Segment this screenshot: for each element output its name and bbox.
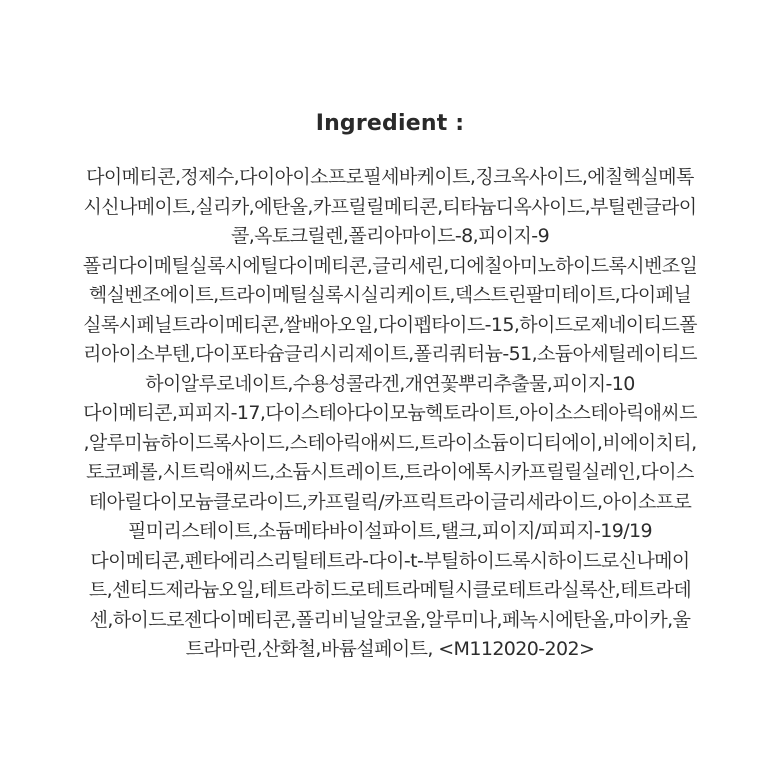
ingredient-line-12: 테아릴다이모늄클로라이드,카프릴릭/카프릭트라이글리세라이드,아이소프로 (88, 490, 692, 513)
ingredient-line-5: 헥실벤조에이트,트라이메틸실록시실리케이트,덱스트린팔미테이트,다이페닐 (88, 284, 692, 306)
ingredient-list (30, 163, 750, 665)
ingredient-title: Ingredient : (315, 111, 465, 136)
ingredient-line-8: 하이알루로네이트,수용성콜라겐,개연꽃뿌리추출물,피이지-10 (145, 372, 635, 395)
ingredient-line-10: ,알루미늄하이드록사이드,스테아릭애씨드,트라이소듐이디티에이,비에이치티, (83, 431, 697, 454)
ingredient-line-6: 실록시페닐트라이메티콘,쌀배아오일,다이펩타이드-15,하이드로제네이티드폴 (83, 313, 697, 336)
ingredient-line-16: 센,하이드로젠다이메티콘,폴리비닐알코올,알루미나,페녹시에탄올,마이카,울 (89, 608, 691, 631)
ingredient-line-7: 리아이소부텐,다이포타슘글리시리제이트,폴리쿼터늄-51,소듐아세틸레이티드 (83, 343, 697, 365)
ingredient-line-2: 시신나메이트,실리카,에탄올,카프릴릴메티콘,티타늄디옥사이드,부틸렌글라이 (83, 195, 697, 218)
ingredient-line-3: 콜,옥토크릴렌,폴리아마이드-8,피이지-9 (230, 225, 550, 247)
ingredient-line-13: 필미리스테이트,소듐메타바이설파이트,탤크,피이지/피피지-19/19 (128, 520, 652, 542)
ingredient-line-4: 폴리다이메틸실록시에틸다이메티콘,글리세린,디에칠아미노하이드록시벤조일 (82, 254, 698, 277)
ingredient-line-17: 트라마린,산화철,바륨설페이트, <M112020-202> (185, 638, 595, 660)
ingredient-line-1: 다이메티콘,정제수,다이아이소프로필세바케이트,징크옥사이드,에칠헥실메톡 (86, 166, 694, 188)
ingredient-line-14: 다이메티콘,펜타에리스리틸테트라-다이-t-부틸하이드록시하이드로신나메이 (90, 549, 690, 572)
ingredient-line-9: 다이메티콘,피피지-17,다이스테아다이모늄헥토라이트,아이소스테아릭애씨드 (83, 402, 697, 424)
ingredient-line-11: 토코페롤,시트릭애씨드,소듐시트레이트,트라이에톡시카프릴릴실레인,다이스 (86, 461, 694, 483)
ingredient-line-15: 트,센티드제라늄오일,테트라히드로테트라메틸시클로테트라실록산,테트라데 (88, 579, 692, 601)
